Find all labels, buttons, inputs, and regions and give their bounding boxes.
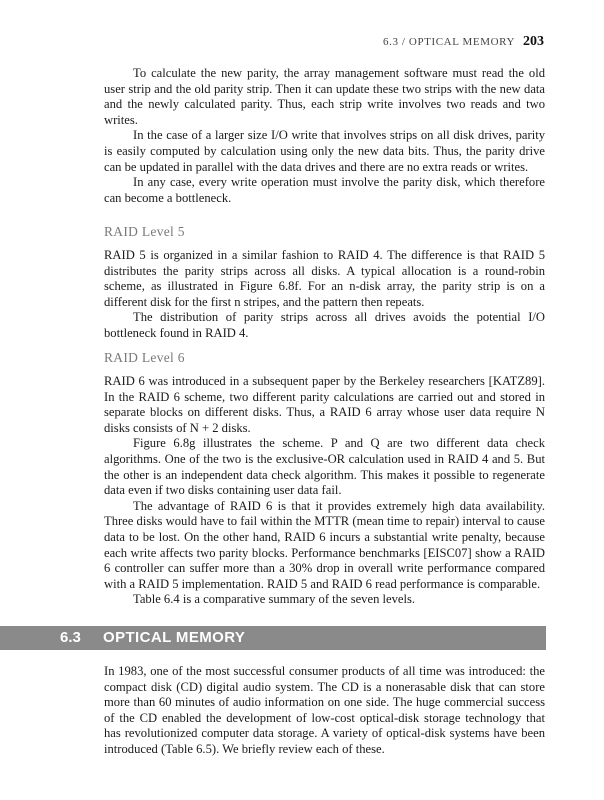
intro-text (104, 66, 545, 206)
raid5-paragraph-2: The distribution of parity strips across all drives avoids the potential I/O bottleneck found in RAID 4. (104, 310, 545, 340)
intro-paragraph-2: In the case of a larger size I/O write that involves strips on all disk drives, parity is easily computed by calculation using only the new data bits. Thus, the parity drive can be updated in parallel with the data drives and there are no extra reads or writes. (104, 128, 545, 174)
raid5-section (104, 224, 545, 342)
raid5-heading: RAID Level 5 (104, 224, 185, 239)
section-title: OPTICAL MEMORY (103, 629, 246, 646)
raid6-paragraph-4: Table 6.4 is a comparative summary of the seven levels. (133, 592, 416, 607)
page-number: 203 (523, 34, 544, 49)
optical-memory-paragraph: In 1983, one of the most successful consumer products of all time was introduced: the compact disk (CD) digital audio system. The CD is a nonerasable disk that can store more than 60 minutes of audio information on one side. The huge commercial success of the CD enabled the development of low-cost optical-disk storage technology that has revolutionized computer data storage. A variety of optical-disk systems have been introduced (Table 6.5). We briefly review each of these. (104, 664, 545, 756)
intro-paragraph-3: In any case, every write operation must involve the parity disk, which therefore can become a bottleneck. (104, 175, 545, 205)
optical-memory-text (104, 664, 545, 758)
section-number: 6.3 (60, 629, 81, 646)
section-heading-bar (0, 626, 546, 650)
raid6-paragraph-3: The advantage of RAID 6 is that it provides extremely high data availability. Three disks would have to fail within the MTTR (mean time to repair) interval to cause data to be lost. On the other hand, RAID 6 incurs a substantial write penalty, because each write affects two parity blocks. Performance benchmarks [EISC07] show a RAID 6 controller can suffer more than a 30% drop in overall write performance compared with a RAID 5 implementation. RAID 5 and RAID 6 read performance is comparable. (104, 498, 545, 591)
intro-paragraph-1: To calculate the new parity, the array management software must read the old user strip and the old parity strip. Then it can update these two strips with the new data and the newly calculated parity. Thus, each strip write involves two reads and two writes. (104, 66, 545, 127)
raid6-paragraph-2: Figure 6.8g illustrates the scheme. P and Q are two different data check algorithms. One of the two is the exclusive-OR calculation used in RAID 4 and 5. But the other is an independent data check algorithm. This makes it possible to regenerate data even if two disks containing user data fail. (104, 436, 545, 498)
raid6-paragraph-1: RAID 6 was introduced in a subsequent paper by the Berkeley researchers [KATZ89]. In the RAID 6 scheme, two different parity calculations are carried out and stored in separate blocks on different disks. Thus, a RAID 6 array whose user data require N disks consists of N + 2 disks. (104, 374, 545, 435)
raid6-section (104, 350, 545, 608)
raid6-heading: RAID Level 6 (104, 350, 185, 365)
running-head (383, 34, 544, 50)
running-title: 6.3 / OPTICAL MEMORY (383, 36, 515, 48)
raid5-paragraph-1: RAID 5 is organized in a similar fashion to RAID 4. The difference is that RAID 5 distributes the parity strips across all disks. A typical allocation is a round-robin scheme, as illustrated in Figure 6.8f. For an n-disk array, the parity strip is on a different disk for the first n stripes, and the pattern then repeats. (104, 248, 545, 309)
